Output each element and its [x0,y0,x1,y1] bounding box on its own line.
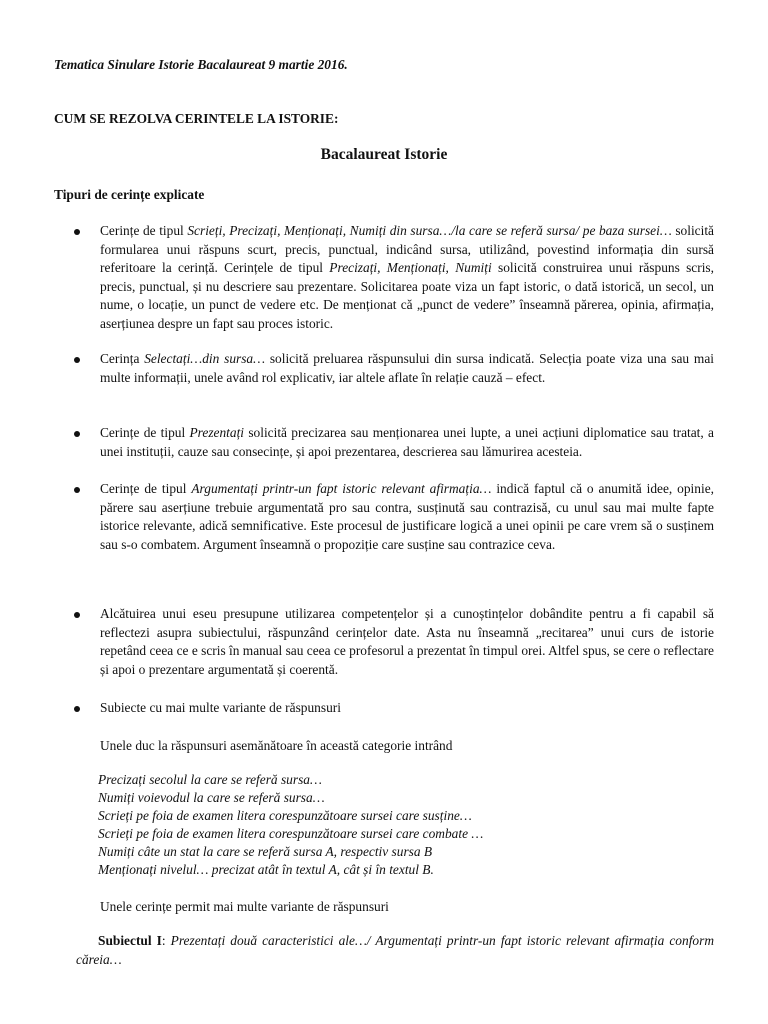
document-title: Tematica Sinulare Istorie Bacalaureat 9 martie 2016. [54,57,348,72]
bullet-icon [74,229,80,235]
bullet-icon [74,357,80,363]
example-line: Numiți câte un stat la care se referă sursa A, respectiv sursa B [98,844,433,859]
list-item: Cerințe de tipul Scrieți, Precizați, Menționați, Numiți din sursa…/la care se referă sursa/ pe baza sursei… solicită formularea unui răspuns scurt, precis, punctual, indicând sursa, utilizând, povestind informația din sursă referitoare la cerință. Cerințele de tipul Precizați, Menționați, Numiți solicită construirea unui răspuns scris, precis, punctual, și nu descriere sau prezentare. Solicitarea poate viza un fapt istoric, o dată istorică, un secol, un nume, o locație, un punct de vedere etc. De menționat că „punct de vedere” înseamnă părerea, opinia, afirmația, aserțiunea despre un fapt sau proces istoric. [100,223,714,331]
example-line: Menționați nivelul… precizat atât în textul A, cât și în textul B. [98,862,434,877]
multi-answer-line: Unele cerințe permit mai multe variante de răspunsuri [100,899,389,914]
bullet-icon [74,706,80,712]
list-item: Alcătuirea unui eseu presupune utilizarea competențelor și a cunoștințelor dobândite pentru a fi capabil să reflectezi asupra subiectului, răspunzând cerințelor date. Asta nu înseamnă „recitarea” unui curs de istorie repetând ceea ce e scris în manual sau ceea ce profesorul a prezentat în timpul orei. Altfel spus, se cere o reflectare și apoi o prezentare argumentată și coerentă. [100,606,714,677]
bullet-icon [74,487,80,493]
list-item: Subiecte cu mai multe variante de răspunsuri [100,700,341,715]
subiect-paragraph: Subiectul I: Prezentați două caracteristici ale…/ Argumentați printr-un fapt istoric relevant afirmația conform căreia… [76,933,714,967]
example-line: Numiți voievodul la care se referă sursa… [98,790,325,805]
list-item: Cerințe de tipul Argumentați printr-un fapt istoric relevant afirmația… indică faptul că o anumită idee, opinie, părere sau aserțiune trebuie argumentată pro sau contra, susținută sau contrazisă, cu unul sau mai multe fapte istorice relevante, adică semnificative. Este procesul de justificare logică a unei opinii pe care vrem să o susținem sau s-o combatem. Argument înseamnă o propoziție care susține sau contrazice ceva. [100,481,714,552]
page-title: Bacalaureat Istorie [320,146,448,163]
bullet-icon [74,612,80,618]
example-line: Scrieți pe foia de examen litera corespunzătoare sursei care combate … [98,826,484,841]
section-heading: CUM SE REZOLVA CERINTELE LA ISTORIE: [54,111,339,126]
example-line: Scrieți pe foia de examen litera corespunzătoare sursei care susține… [98,808,472,823]
list-item: Cerința Selectați…din sursa… solicită preluarea răspunsului din sursa indicată. Selecția poate viza una sau mai multe informații, unele având rol explicativ, iar altele aflate în relație cauză – efect. [100,351,714,385]
subsection-heading: Tipuri de cerințe explicate [54,187,205,202]
list-item: Cerințe de tipul Prezentați solicită precizarea sau menționarea unei lupte, a unei acțiuni diplomatice sau tratat, a unei instituții, cauze sau consecințe, și apoi prezentarea, descrierea sau lămurirea acesteia. [100,425,714,459]
bullet-icon [74,431,80,437]
example-line: Precizați secolul la care se referă sursa… [98,772,322,787]
intro-line: Unele duc la răspunsuri asemănătoare în această categorie intrând [100,738,453,753]
